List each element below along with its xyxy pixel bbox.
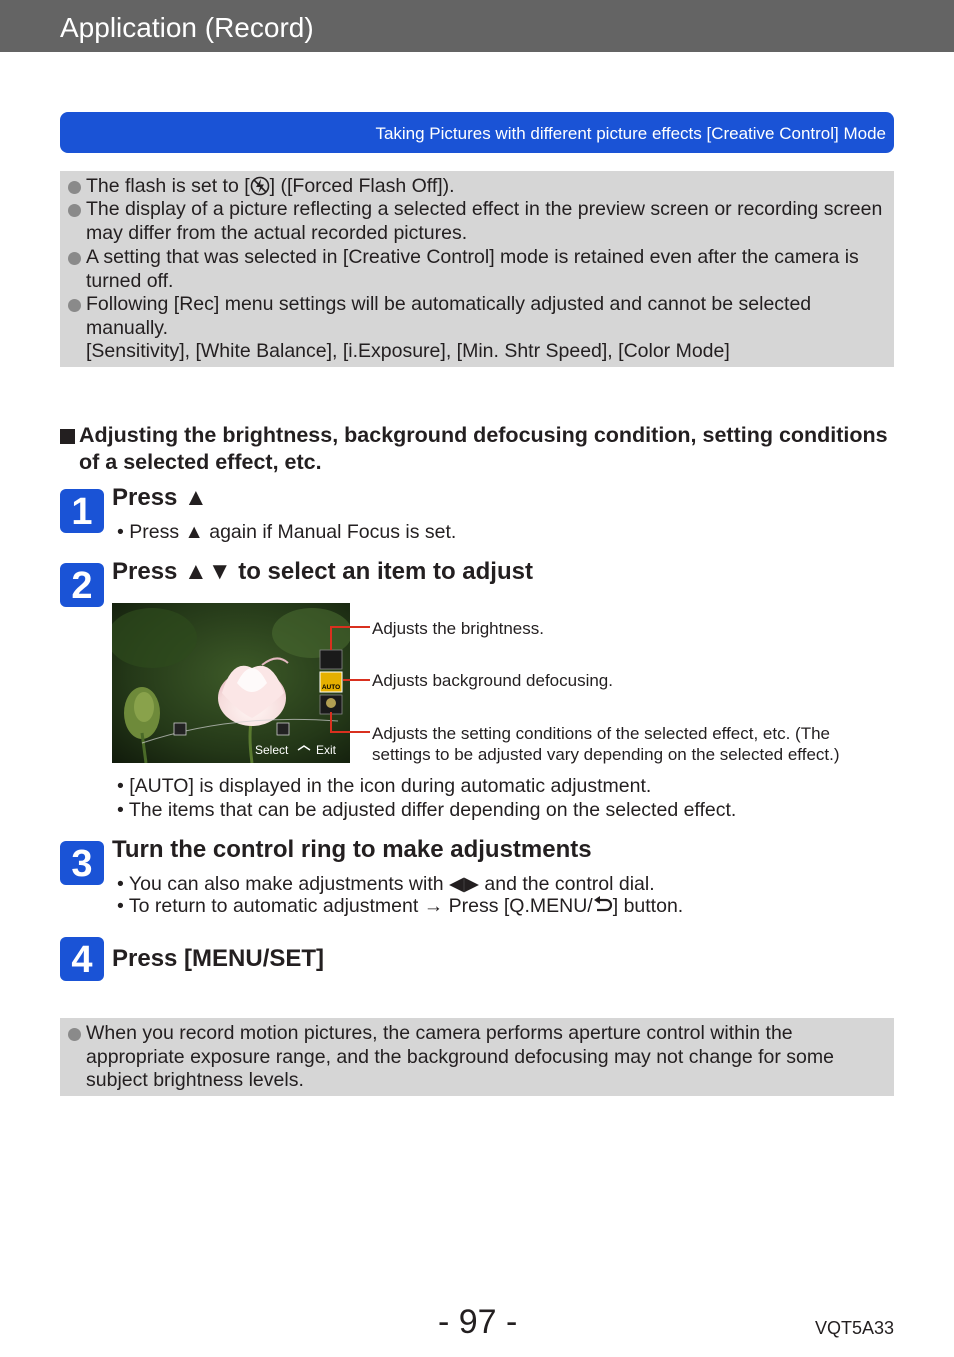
step-note: • Press ▲ again if Manual Focus is set. — [117, 521, 457, 543]
note-item: The display of a picture reflecting a selected effect in the preview screen or recording screen may differ from the actual recorded pictures. — [68, 198, 886, 245]
square-bullet-icon — [60, 429, 75, 444]
bullet-dot-icon — [68, 204, 81, 217]
callout-defocusing: Adjusts background defocusing. — [372, 671, 613, 690]
callout-line — [343, 679, 370, 681]
page-header — [0, 0, 954, 52]
step-number-badge: 1 — [60, 489, 104, 533]
section-heading: Adjusting the brightness, background defocusing condition, setting conditions of a selected effect, etc. — [60, 422, 890, 476]
step-note: • You can also make adjustments with ◀▶ and the control dial. — [117, 873, 655, 895]
bullet-dot-icon — [68, 1028, 81, 1041]
forced-flash-off-icon — [250, 176, 270, 196]
step-title: Press ▲▼ to select an item to adjust — [112, 558, 533, 585]
note-item: Following [Rec] menu settings will be automatically adjusted and cannot be selected manually. [Sensitivity], [White Balance], [i.Exposure], [Min. Shtr Speed], [Color Mode] — [68, 293, 886, 364]
return-icon — [593, 896, 613, 914]
step-note: • [AUTO] is displayed in the icon during automatic adjustment. — [117, 775, 652, 797]
step-number-badge: 3 — [60, 841, 104, 885]
step-note: • The items that can be adjusted differ depending on the selected effect. — [117, 799, 737, 821]
step-title: Turn the control ring to make adjustments — [112, 836, 592, 863]
document-code: VQT5A33 — [814, 1318, 894, 1338]
bullet-dot-icon — [68, 181, 81, 194]
header-title: Application (Record) — [60, 12, 314, 43]
note-item: When you record motion pictures, the camera performs aperture control within the appropriate exposure range, and the background defocusing may not change for some subject brightness levels. — [68, 1022, 886, 1093]
callout-line — [330, 731, 370, 733]
bullet-dot-icon — [68, 299, 81, 312]
section-bar — [60, 112, 894, 153]
note-item: A setting that was selected in [Creative Control] mode is retained even after the camera is turned off. — [68, 246, 886, 293]
callout-effect-settings: Adjusts the setting conditions of the selected effect, etc. (The settings to be adjusted vary depending on the selected effect.) — [372, 724, 840, 764]
auto-label: AUTO — [321, 684, 341, 691]
brightness-icon — [320, 650, 342, 669]
step-number-badge: 4 — [60, 937, 104, 981]
step-number-badge: 2 — [60, 563, 104, 607]
step-note: • To return to automatic adjustment → Press [Q.MENU/ ] button. — [117, 895, 684, 917]
step-title: Press ▲ — [112, 484, 208, 511]
section-title: Taking Pictures with different picture effects [Creative Control] Mode — [375, 124, 886, 143]
notes-box — [60, 171, 894, 367]
lotus-photo — [112, 603, 350, 763]
page-number: - 97 - — [438, 1303, 518, 1341]
exit-label: Exit — [316, 743, 337, 757]
bullet-dot-icon — [68, 252, 81, 265]
step-title: Press [MENU/SET] — [112, 945, 325, 972]
camera-screen-image — [112, 603, 350, 763]
select-label: Select — [255, 743, 289, 757]
callout-line — [330, 712, 332, 732]
note-item: The flash is set to [ ] ([Forced Flash Off]). — [68, 175, 886, 199]
callout-line — [330, 626, 370, 628]
callout-brightness: Adjusts the brightness. — [372, 619, 544, 638]
bottom-note-box — [60, 1018, 894, 1096]
callout-line — [330, 626, 332, 650]
